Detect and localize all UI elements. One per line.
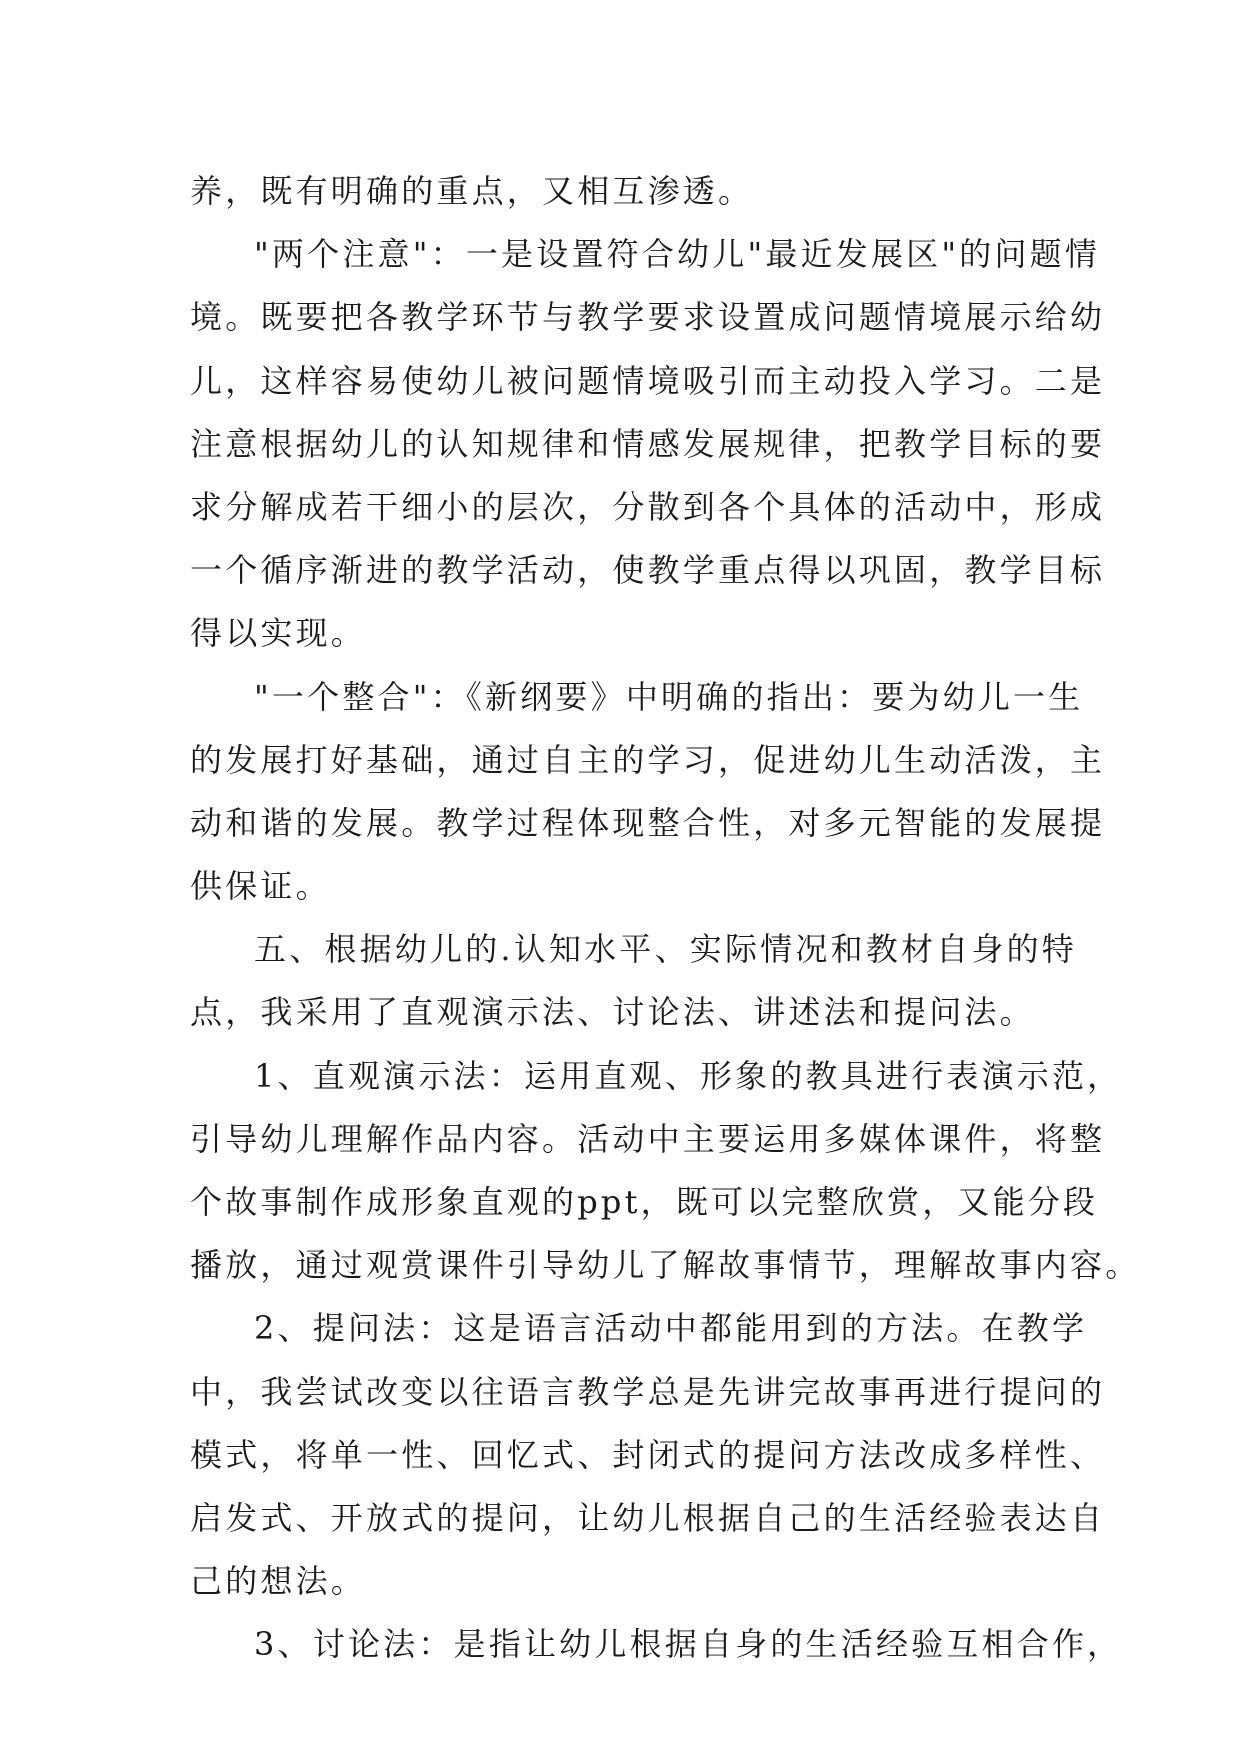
text-line: "一个整合"：《新纲要》中明确的指出：要为幼儿一生 <box>254 677 1084 716</box>
text-line: 3、讨论法：是指让幼儿根据自身的生活经验互相合作， <box>254 1625 1123 1664</box>
text-line: 模式，将单一性、回忆式、封闭式的提问方法改成多样性、 <box>190 1435 1106 1474</box>
text-line: 引导幼儿理解作品内容。活动中主要运用多媒体课件，将整 <box>190 1119 1106 1158</box>
text-line: 境。既要把各教学环节与教学要求设置成问题情境展示给幼 <box>190 298 1106 337</box>
text-line: 动和谐的发展。教学过程体现整合性，对多元智能的发展提 <box>190 803 1106 842</box>
text-line: 得以实现。 <box>190 614 367 653</box>
text-line: 点，我采用了直观演示法、讨论法、讲述法和提问法。 <box>190 993 1035 1032</box>
text-line: 供保证。 <box>190 867 331 906</box>
text-line: 一个循序渐进的教学活动，使教学重点得以巩固，教学目标 <box>190 551 1106 590</box>
text-line: 中，我尝试改变以往语言教学总是先讲完故事再进行提问的 <box>190 1372 1106 1411</box>
text-line: 1、直观演示法：运用直观、形象的教具进行表演示范， <box>254 1056 1123 1095</box>
text-line: 个故事制作成形象直观的ppt，既可以完整欣赏，又能分段 <box>190 1183 1099 1221</box>
text-line: 求分解成若干细小的层次，分散到各个具体的活动中，形成 <box>190 487 1106 526</box>
text-line: 的发展打好基础，通过自主的学习，促进幼儿生动活泼，主 <box>190 740 1106 779</box>
text-line: 注意根据幼儿的认知规律和情感发展规律，把教学目标的要 <box>190 424 1106 463</box>
body-text <box>190 160 1141 1677</box>
text-line: 启发式、开放式的提问，让幼儿根据自己的生活经验表达自 <box>190 1498 1106 1537</box>
text-line: 播放，通过观赏课件引导幼儿了解故事情节，理解故事内容。 <box>190 1246 1141 1285</box>
text-line: 五、根据幼儿的.认知水平、实际情况和教材自身的特 <box>254 930 1077 969</box>
text-line: 儿，这样容易使幼儿被问题情境吸引而主动投入学习。二是 <box>190 361 1106 400</box>
text-line: 养，既有明确的重点，又相互渗透。 <box>190 172 754 210</box>
text-line: "两个注意"：一是设置符合幼儿"最近发展区"的问题情 <box>254 235 1101 274</box>
text-line: 2、提问法：这是语言活动中都能用到的方法。在教学 <box>254 1309 1088 1348</box>
text-line: 己的想法。 <box>190 1562 367 1601</box>
